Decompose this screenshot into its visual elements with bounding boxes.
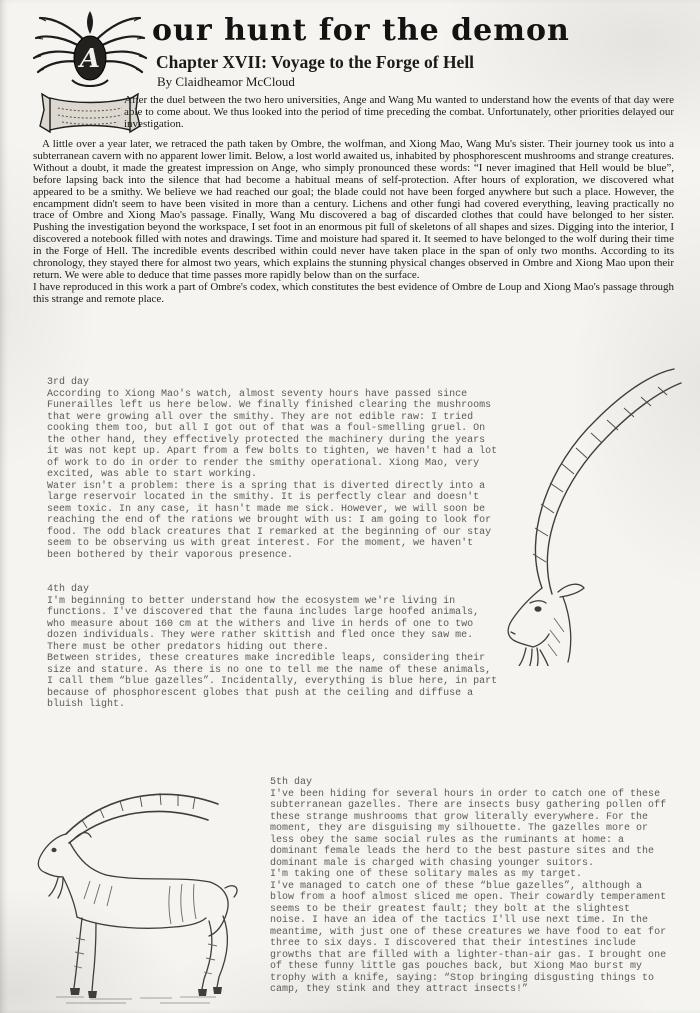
journal-day3-paragraph-1: According to Xiong Mao's watch, almost seventy hours have passed since Funerailles left us here below. We finally finished clearing the mushrooms that were growing all over the smithy. They are not edible raw: I tried cooking them too, but all I got out of that was a foul-smelling gruel. On the other hand, they effectively protected the machinery during the years it was not kept up. Apart from a few bolts to tighten, we haven't had a lot of work to do in order to render the smithy operational. Xiong Mao, very excited, was able to start working. xyxy=(47,388,498,480)
winged-crest-icon xyxy=(28,6,152,92)
intro-paragraph-3: I have reproduced in this work a part of Ombre's codex, which constitutes the best evidence of Ombre de Loup and Xiong Mao's passage through this strange and remote place. xyxy=(33,280,674,305)
crest-letter: A xyxy=(79,44,101,74)
journal-day5-paragraph-2: I'm taking one of these solitary males as my target. xyxy=(270,869,583,880)
journal-day5-paragraph-3: I've managed to catch one of these “blue gazelles”, although a blow from a hoof almost sliced me open. Their cowardly temperament seems to be their greatest fault; they bolt at the slightest noise. I have an idea of the tactics I'll use next time. In the meantime, with just one of these creatures we have food to eat for three to six days. I discovered that their intestines include growths that are filled with a lighter-than-air gas. I brought one of these funny little gas pouches back, but Xiong Mao burst my trophy with a knife, saying: “Stop bringing disgusting things to camp, they stink and they attract insects!” xyxy=(270,880,667,995)
intro-body xyxy=(33,139,674,306)
intro-paragraph-2: A little over a year later, we retraced the path taken by Ombre, the wolfman, and Xiong Mao, Wang Mu's sister. Their journey took us into a subterranean cavern with no apparent lower limit. Below, a lost world awaited us, inhabited by phosphorescent mushrooms and strange creatures. Without a doubt, it made the greatest impression on Ange, who simply pronounced these words: “I never imagined that Hell would be blue”, before lapsing back into the silence that had become a habitual means of self-protection. After hours of exploration, we discovered what appeared to be a smithy. We believe we had reached our goal; the blade could not have been forged anywhere but such a place. However, the encampment didn't seem to have been visited in more than a century. Lichens and other fungi had covered everything, leaving practically no trace of Ombre and Xiong Mao's passage. Finally, Wang Mu discovered a bag of discarded clothes that could have belonged to her sister. Pushing the investigation beyond the workspace, I set foot in an enormous pit full of skeletons of all shapes and sizes. Digging into the interior, I discovered a notebook filled with notes and drawings. Time and moisture had spared it. It seemed to have belonged to the wolf during their time in the Forge of Hell. The incredible events described within could never have taken place in the span of only two months. According to its chronology, they stayed there for almost two years, which explains the stunning physical changes observed in Ombre and Xiong Mao upon their return. We were able to deduce that time passes more rapidly below than on the surface. xyxy=(33,138,674,281)
journal-day3-heading: 3rd day xyxy=(47,377,90,388)
journal-day5-paragraph-1: I've been hiding for several hours in order to catch one of these subterranean gazelles. There are insects busy gathering pollen off these strange mushrooms that grow literally everywhere. For the moment, they are disguising my silhouette. The gazelles more or less obey the same social rules as the ruminants at home: a dominant female leads the herd to the best pasture sites and the dominant male is charged with chasing younger suitors. xyxy=(270,788,667,869)
ibex-full-illustration xyxy=(20,776,265,1011)
journal-day3-paragraph-2: Water isn't a problem: there is a spring that is diverted directly into a large reservoir located in the smithy. It is perfectly clear and doesn't seem toxic. In any case, it hasn't made me sick. However, we will soon be reaching the end of the rations we brought with us: I am going to look for food. The odd black creatures that I remarked at the beginning of our stay seem to be observing us with great interest. For the moment, we haven't been bothered by their vaporous presence. xyxy=(47,480,492,561)
chapter-title: Chapter XVII: Voyage to the Forge of Hell xyxy=(156,52,475,72)
journal-column-1 xyxy=(47,377,499,711)
journal-day4-paragraph-1: I'm beginning to better understand how the ecosystem we're living in functions. I've discovered that the fauna includes large hoofed animals, who measure about 160 cm at the withers and live in herds of one to two dozen individuals. They were rather skittish and fled once they saw me. There must be other predators hiding out there. xyxy=(47,595,480,653)
page-title: our hunt for the demon xyxy=(152,13,570,48)
ibex-full-drawing-icon xyxy=(20,776,265,1011)
journal-day5-heading: 5th day xyxy=(270,777,313,788)
journal-column-2 xyxy=(270,777,672,996)
journal-day4-heading: 4th day xyxy=(47,584,90,595)
ibex-head-illustration xyxy=(488,356,688,666)
intro-paragraph-1: After the duel between the two hero universities, Ange and Wang Mu wanted to understand how the events of that day were able to come about. We thus looked into the period of time preceding the combat. Unfortunately, other priorities delayed our investigation. xyxy=(124,94,674,130)
journal-day4-paragraph-2: Between strides, these creatures make incredible leaps, considering their size and stature. As there is no one to tell me the name of these animals, I call them “blue gazelles”. Incidentally, everything is blue here, in part because of phosphorescent globes that push at the ceiling and diffuse a bluish light. xyxy=(47,653,498,710)
university-crest xyxy=(28,6,152,92)
ibex-head-drawing-icon xyxy=(488,356,688,666)
author-byline: By Claidheamor McCloud xyxy=(157,74,295,89)
